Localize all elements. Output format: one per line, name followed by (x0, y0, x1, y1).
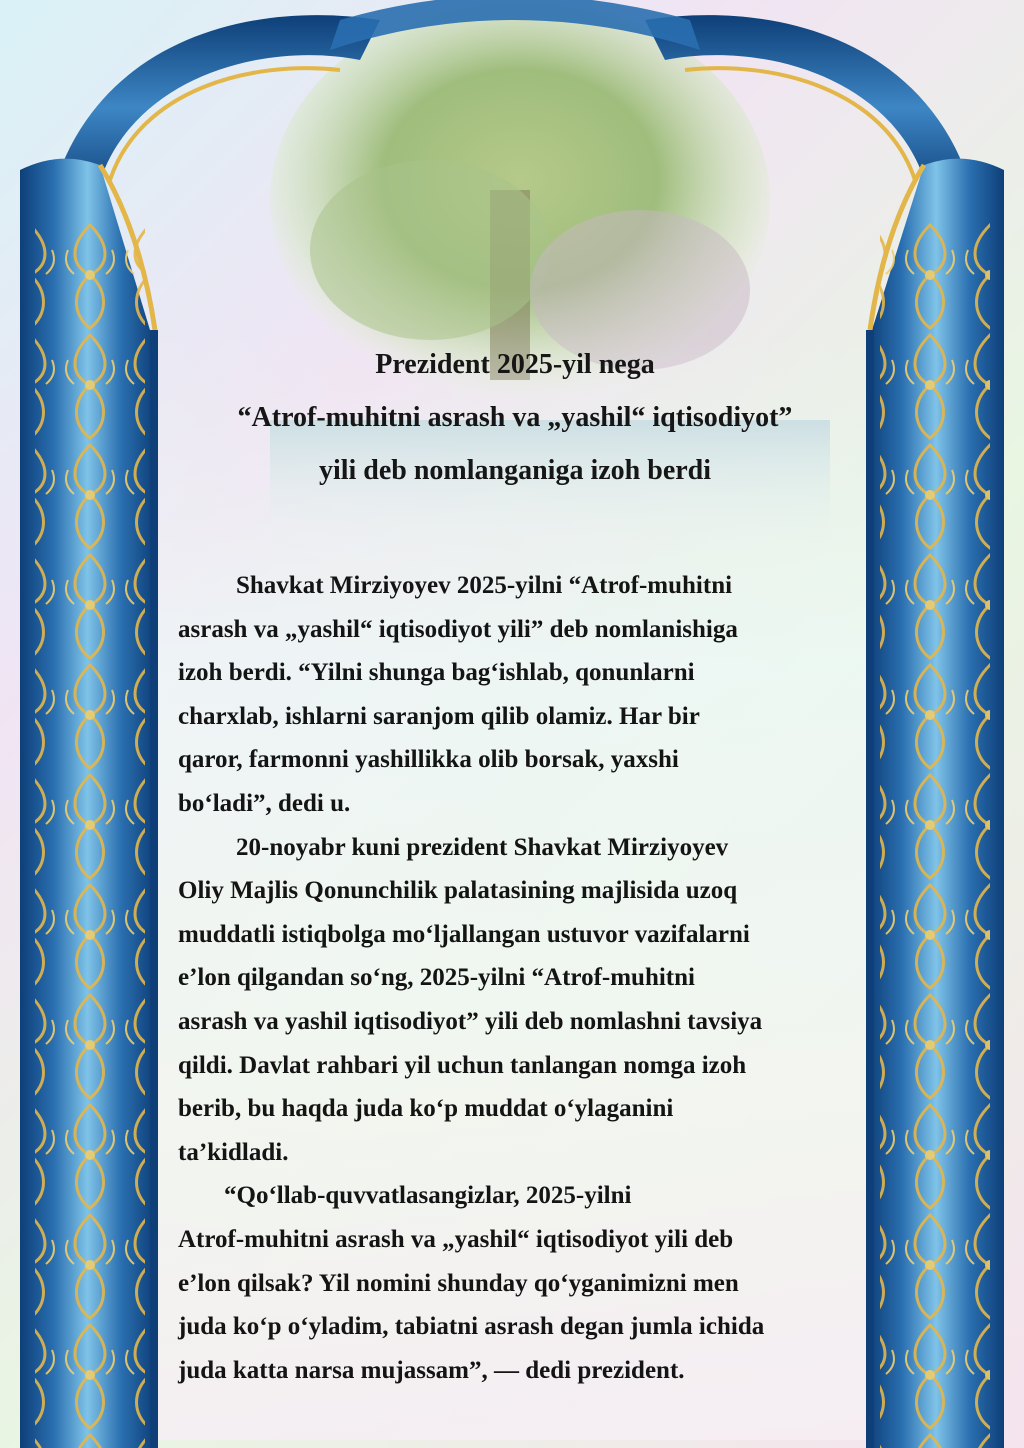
paragraph-1 (178, 564, 868, 826)
page-title (160, 338, 870, 497)
text-line: juda katta narsa mujassam”, — dedi prezident. (178, 1356, 685, 1384)
title-line: Prezident 2025-yil nega (375, 349, 655, 380)
text-line: qildi. Davlat rahbari yil uchun tanlangan nomga izoh (178, 1051, 747, 1079)
text-line: qaror, farmonni yashillikka olib borsak, yaxshi (178, 746, 679, 774)
text-line: 20-noyabr kuni prezident Shavkat Mirziyoyev (236, 833, 729, 861)
article-body (178, 564, 868, 1392)
text-line: Shavkat Mirziyoyev 2025-yilni “Atrof-muhitni (236, 572, 733, 599)
text-line: “Qo‘llab-quvvatlasangizlar, 2025-yilni (224, 1182, 632, 1210)
title-line: yili deb nomlanganiga izoh berdi (318, 455, 712, 486)
text-line: asrash va „yashil“ iqtisodiyot yili” deb nomlanishiga (178, 615, 738, 643)
content-panel (160, 320, 870, 1430)
title-line: “Atrof-muhitni asrash va „yashil“ iqtisodiyot” (237, 402, 793, 433)
text-line: e’lon qilgandan so‘ng, 2025-yilni “Atrof-muhitni (178, 964, 695, 992)
text-line: bo‘ladi”, dedi u. (178, 789, 351, 817)
text-line: berib, bu haqda juda ko‘p muddat o‘ylaganini (178, 1095, 674, 1123)
text-line: asrash va yashil iqtisodiyot” yili deb nomlashni tavsiya (178, 1007, 763, 1035)
text-line: ta’kidladi. (178, 1138, 289, 1166)
text-line: izoh berdi. “Yilni shunga bag‘ishlab, qonunlarni (178, 659, 695, 687)
text-line: e’lon qilsak? Yil nomini shunday qo‘yganimizni men (178, 1269, 739, 1297)
text-line: muddatli istiqbolga mo‘ljallangan ustuvor vazifalarni (178, 920, 750, 948)
paragraph-3 (178, 1174, 868, 1392)
text-line: charxlab, ishlarni saranjom qilib olamiz. Har bir (178, 702, 700, 730)
text-line: juda ko‘p o‘yladim, tabiatni asrash degan jumla ichida (178, 1313, 765, 1341)
text-line: Oliy Majlis Qonunchilik palatasining majlisida uzoq (178, 877, 738, 905)
paragraph-2 (178, 826, 868, 1175)
text-line: Atrof-muhitni asrash va „yashil“ iqtisodiyot yili deb (178, 1225, 734, 1253)
